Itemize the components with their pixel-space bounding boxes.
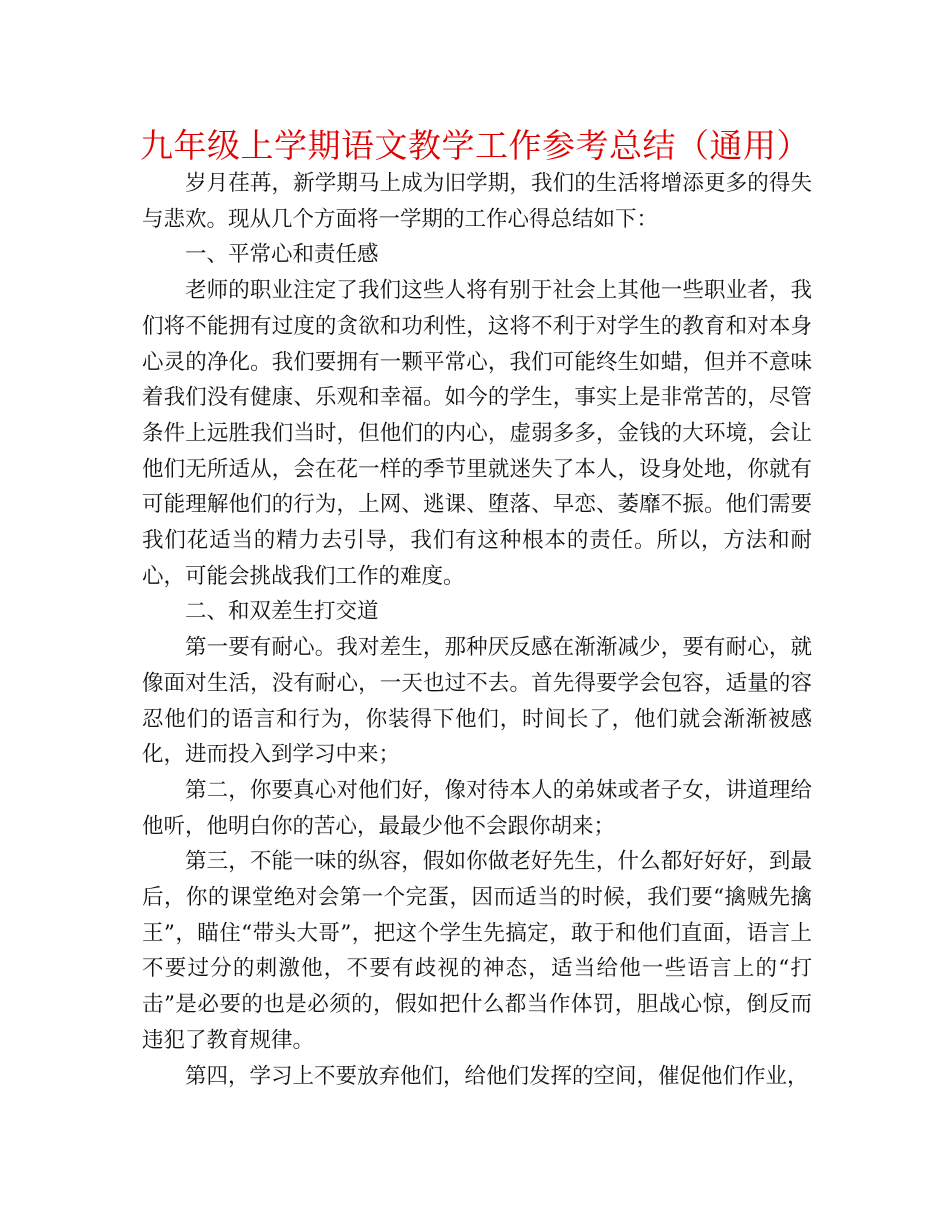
document-body xyxy=(142,166,812,1094)
body-paragraph: 第四，学习上不要放弃他们，给他们发挥的空间，催促他们作业， xyxy=(185,1063,809,1089)
body-paragraph: 第三，不能一味的纵容，假如你做老好先生，什么都好好好，到最后，你的课堂绝对会第一个完蛋，因而适当的时候，我们要“擒贼先擒王”，瞄住“带头大哥”，把这个学生先搞定，敢于和他们直面，语言上不要过分的刺激他，不要有歧视的神态，适当给他一些语言上的“打击”是必要的也是必须的，假如把什么都当作体罚，胆战心惊，倒反而违犯了教育规律。 xyxy=(142,849,812,1053)
section-heading-2: 二、和双差生打交道 xyxy=(185,599,379,625)
body-paragraph: 第一要有耐心。我对差生，那种厌反感在渐渐减少，要有耐心，就像面对生活，没有耐心，一天也过不去。首先得要学会包容，适量的容忍他们的语言和行为，你装得下他们，时间长了，他们就会渐渐被感化，进而投入到学习中来； xyxy=(142,635,812,768)
intro-paragraph: 岁月荏苒，新学期马上成为旧学期，我们的生活将增添更多的得失与悲欢。现从几个方面将一学期的工作心得总结如下： xyxy=(142,171,812,232)
document-title: 九年级上学期语文教学工作参考总结（通用） xyxy=(140,126,810,165)
body-paragraph: 老师的职业注定了我们这些人将有别于社会上其他一些职业者，我们将不能拥有过度的贪欲和功利性，这将不利于对学生的教育和对本身心灵的净化。我们要拥有一颗平常心，我们可能终生如蜡，但并不意味着我们没有健康、乐观和幸福。如今的学生，事实上是非常苦的，尽管条件上远胜我们当时，但他们的内心，虚弱多多，金钱的大环境，会让他们无所适从，会在花一样的季节里就迷失了本人，设身处地，你就有可能理解他们的行为，上网、逃课、堕落、早恋、萎靡不振。他们需要我们花适当的精力去引导，我们有这种根本的责任。所以，方法和耐心，可能会挑战我们工作的难度。 xyxy=(142,278,812,589)
body-paragraph: 第二，你要真心对他们好，像对待本人的弟妹或者子女，讲道理给他听，他明白你的苦心，最最少他不会跟你胡来； xyxy=(142,777,812,839)
section-heading-1: 一、平常心和责任感 xyxy=(185,242,379,268)
